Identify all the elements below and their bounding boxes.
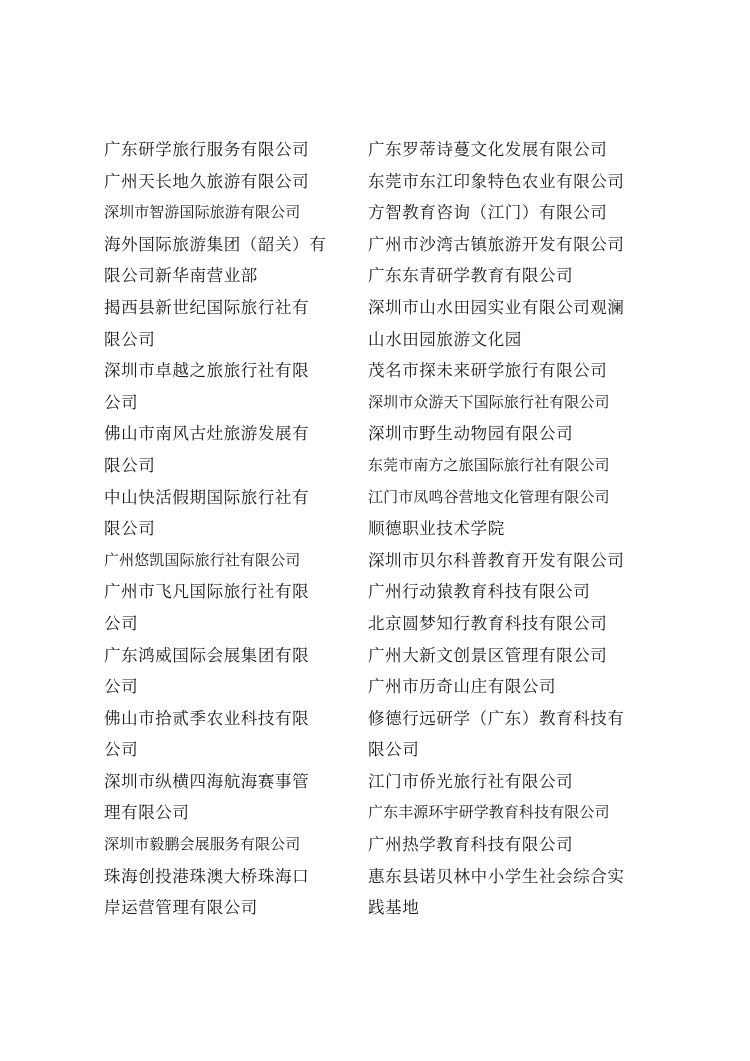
company-line: 茂名市探未来研学旅行有限公司 — [368, 361, 608, 381]
company-line: 方智教育咨询（江门）有限公司 — [368, 203, 608, 223]
company-line: 限公司 — [104, 329, 156, 349]
company-line: 深圳市贝尔科普教育开发有限公司 — [368, 550, 625, 570]
company-line: 理有限公司 — [104, 803, 190, 823]
company-line: 惠东县诺贝林中小学生社会综合实 — [368, 866, 625, 886]
company-line: 广州热学教育科技有限公司 — [368, 835, 574, 855]
company-line: 广东鸿威国际会展集团有限 — [104, 645, 310, 665]
company-line: 揭西县新世纪国际旅行社有 — [104, 297, 310, 317]
company-line: 岸运营管理有限公司 — [104, 898, 258, 918]
company-line: 深圳市智游国际旅游有限公司 — [104, 203, 301, 222]
right-column — [368, 134, 658, 924]
company-line: 江门市侨光旅行社有限公司 — [368, 771, 574, 791]
company-line: 东莞市东江印象特色农业有限公司 — [368, 171, 625, 191]
company-line: 深圳市纵横四海航海赛事管 — [104, 771, 310, 791]
company-line: 深圳市卓越之旅旅行社有限 — [104, 361, 310, 381]
company-line: 东莞市南方之旅国际旅行社有限公司 — [368, 455, 610, 474]
company-line: 公司 — [104, 392, 139, 412]
company-line: 北京圆梦知行教育科技有限公司 — [368, 613, 608, 633]
company-line: 公司 — [104, 613, 139, 633]
company-line: 广州市历奇山庄有限公司 — [368, 677, 557, 697]
company-line: 广州市飞凡国际旅行社有限 — [104, 582, 310, 602]
company-line: 中山快活假期国际旅行社有 — [104, 487, 310, 507]
company-line: 公司 — [104, 740, 139, 760]
company-line: 佛山市南风古灶旅游发展有 — [104, 424, 310, 444]
company-line: 限公司 — [368, 740, 420, 760]
company-line: 深圳市众游天下国际旅行社有限公司 — [368, 392, 610, 411]
company-line: 广州行动猿教育科技有限公司 — [368, 582, 591, 602]
company-line: 广州天长地久旅游有限公司 — [104, 171, 310, 191]
company-line: 海外国际旅游集团（韶关）有 — [104, 234, 327, 254]
company-line: 珠海创投港珠澳大桥珠海口 — [104, 866, 310, 886]
company-line: 践基地 — [368, 898, 420, 918]
company-line: 修德行远研学（广东）教育科技有 — [368, 708, 625, 728]
company-line: 广东东青研学教育有限公司 — [368, 266, 574, 286]
company-line: 限公司 — [104, 455, 156, 475]
company-line: 广东丰源环宇研学教育科技有限公司 — [368, 803, 610, 822]
company-line: 公司 — [104, 677, 139, 697]
company-line: 深圳市野生动物园有限公司 — [368, 424, 574, 444]
company-line: 佛山市拾贰季农业科技有限 — [104, 708, 310, 728]
company-line: 广州悠凯国际旅行社有限公司 — [104, 550, 301, 569]
company-line: 广东研学旅行服务有限公司 — [104, 140, 310, 159]
left-column — [104, 134, 394, 924]
company-line: 顺德职业技术学院 — [368, 519, 505, 539]
company-line: 广东罗蒂诗蔓文化发展有限公司 — [368, 140, 608, 159]
company-line: 深圳市山水田园实业有限公司观澜 — [368, 297, 625, 317]
company-line: 山水田园旅游文化园 — [368, 329, 522, 349]
company-line: 限公司新华南营业部 — [104, 266, 258, 286]
company-line: 限公司 — [104, 519, 156, 539]
company-line: 深圳市毅鹏会展服务有限公司 — [104, 835, 301, 854]
company-line: 江门市凤鸣谷营地文化管理有限公司 — [368, 487, 610, 506]
company-line: 广州大新文创景区管理有限公司 — [368, 645, 608, 665]
company-line: 广州市沙湾古镇旅游开发有限公司 — [368, 234, 625, 254]
